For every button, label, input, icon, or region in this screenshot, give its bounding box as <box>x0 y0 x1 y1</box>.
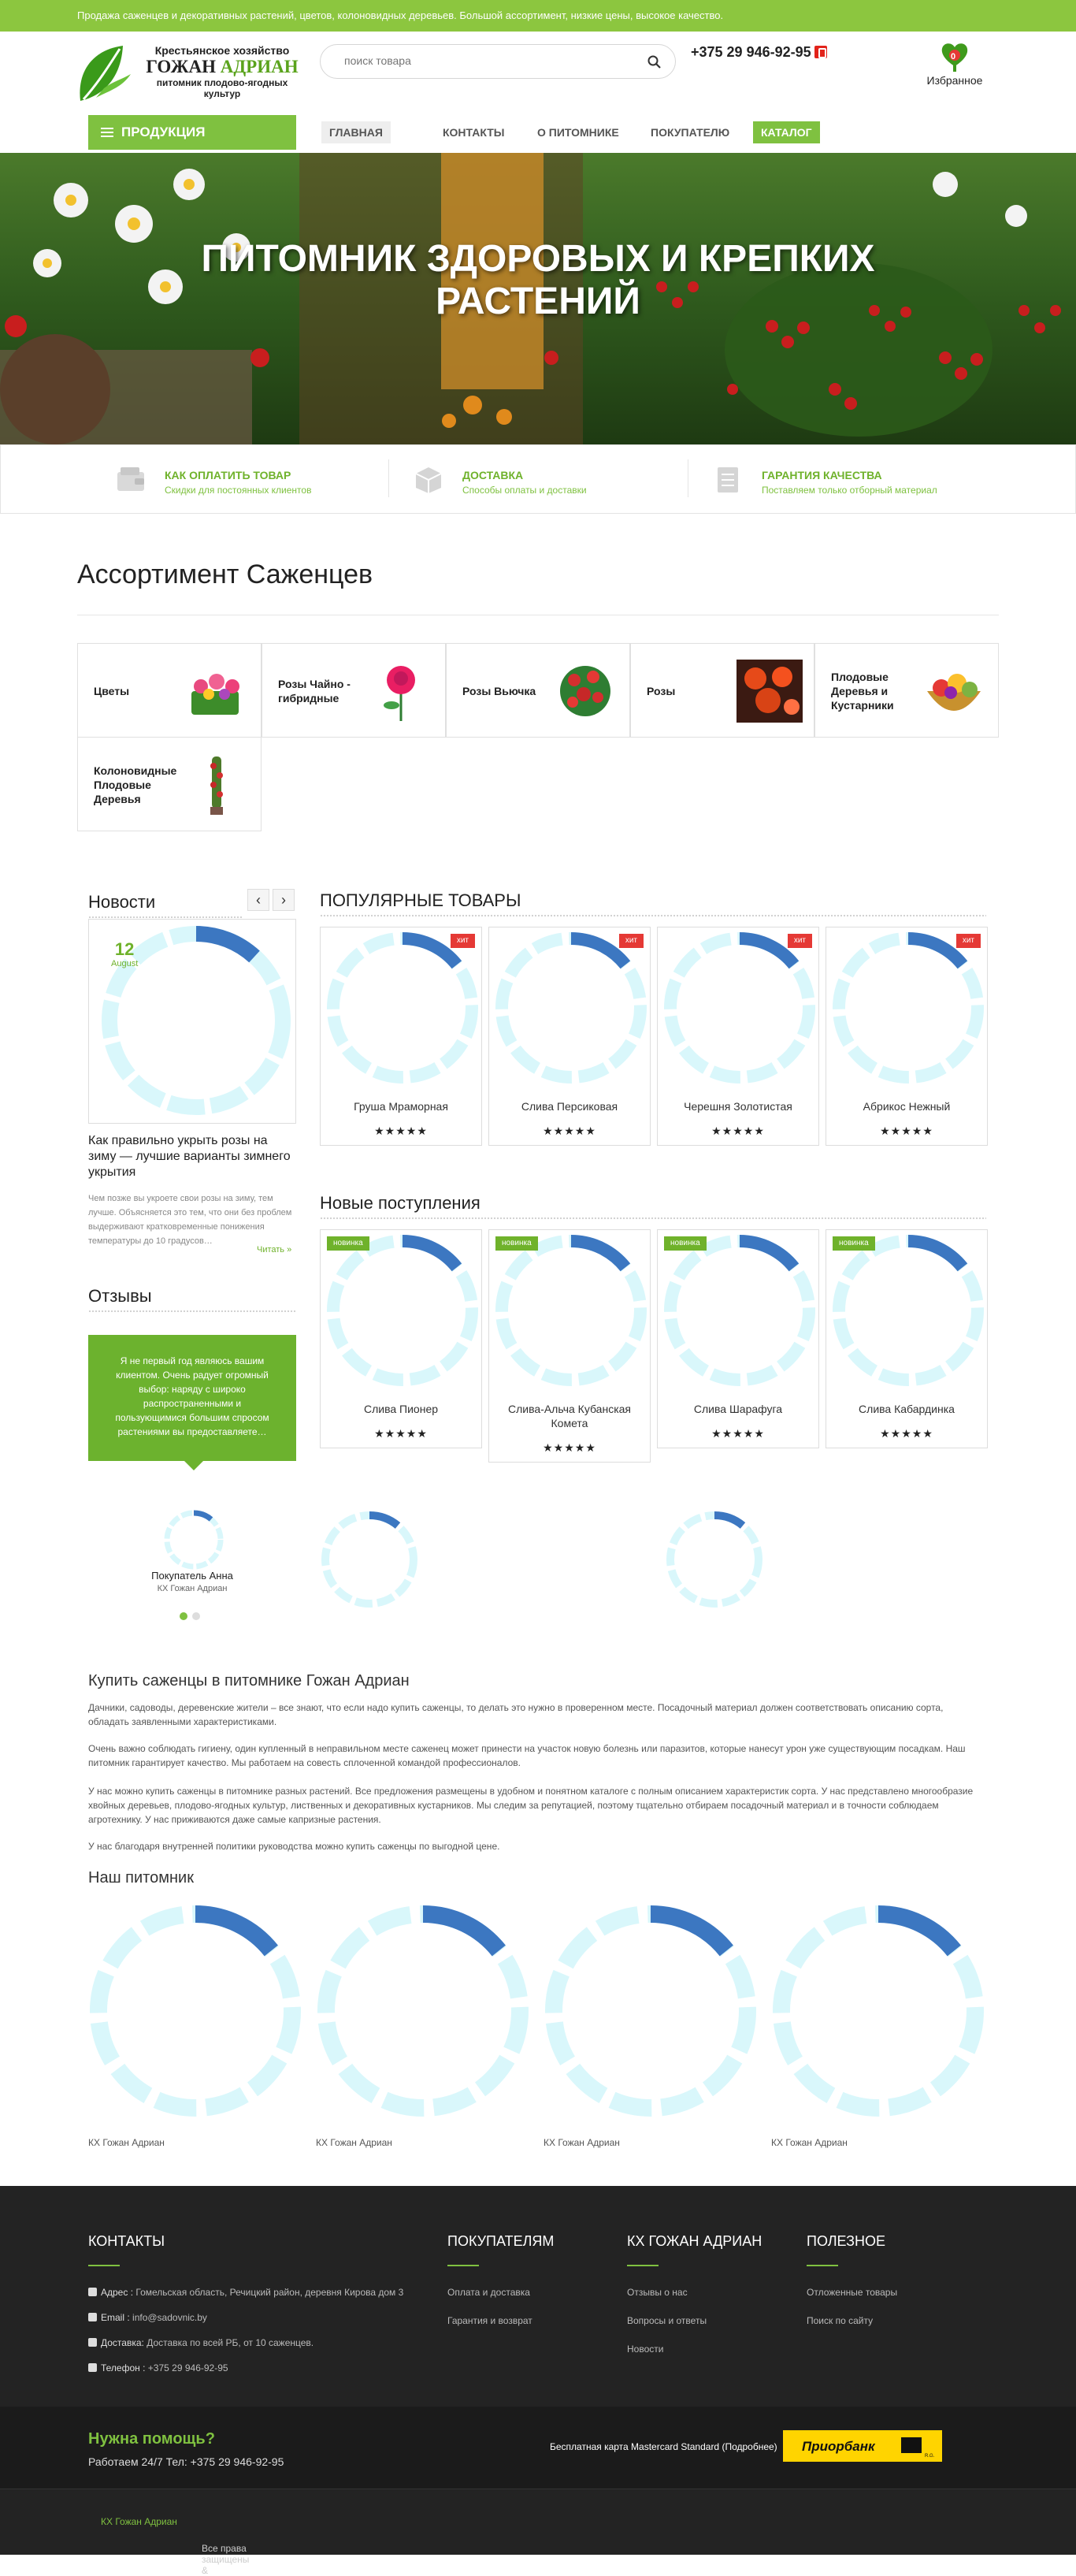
category-card[interactable]: Цветы <box>77 643 262 738</box>
product-name: Слива-Альча Кубанская Комета <box>508 1403 631 1429</box>
about-paragraph: Дачники, садоводы, деревенские жители – все знают, что если надо купить саженцы, то делать это нужно в проверенном месте. Посадочный материал должен соответствовать описанию сорта, обладать заявленными характеристиками. <box>88 1702 944 1727</box>
gallery-item[interactable] <box>544 1898 766 2134</box>
product-badge: новинка <box>833 1236 875 1251</box>
category-card[interactable]: Розы Вьючка <box>446 643 630 738</box>
product-name: Слива Пионер <box>363 1403 439 1415</box>
help-hours: Работаем 24/7 Тел: +375 29 946-92-95 <box>88 2455 284 2468</box>
footer-email[interactable]: Email : info@sadovnic.by <box>88 2312 207 2323</box>
about-paragraph: Очень важно соблюдать гигиену, один купленный в неправильном месте саженец может принести на участок новую болезнь или паразитов, которые нанесут урон уже существующим посадкам. Наш питомник гарантирует качество. Мы работаем на совесть сплоченной командой профессионалов. <box>88 1743 966 1768</box>
rating-stars: ★★★★★ <box>374 1124 428 1137</box>
loading-spinner-icon <box>494 1233 648 1388</box>
review-text: Я не первый год являюсь вашим клиентом. Очень радует огромный выбор: наряду с широко распространенными и пользующимися большим спросом растениями вы предоставляете… <box>88 1335 296 1461</box>
about-section <box>0 1672 1076 1869</box>
site-logo[interactable] <box>76 38 312 107</box>
loading-spinner-icon <box>771 1904 985 2118</box>
rating-stars: ★★★★★ <box>880 1124 933 1137</box>
review-pagination <box>180 1611 205 1623</box>
svg-text:Приорбанк: Приорбанк <box>802 2439 875 2454</box>
favorites-count: 0 <box>951 52 956 61</box>
rose-icon <box>368 660 434 723</box>
search-icon[interactable] <box>647 54 662 70</box>
copyright-bar <box>0 2489 1076 2576</box>
mail-icon <box>88 2313 97 2321</box>
feature-delivery[interactable]: ДОСТАВКА Способы оплаты и доставки <box>414 461 697 499</box>
header-phone[interactable]: +375 29 946-92-95 <box>691 44 827 61</box>
product-badge: хит <box>956 934 981 948</box>
rating-stars: ★★★★★ <box>543 1124 596 1137</box>
product-badge: новинка <box>327 1236 369 1251</box>
card-promo-link[interactable]: Бесплатная карта Mastercard Standard (Подробнее) <box>550 2441 777 2452</box>
loading-spinner-icon <box>316 1904 530 2118</box>
assortment-title: Ассортимент Саженцев <box>77 559 373 589</box>
phone-icon <box>814 46 827 58</box>
popular-heading: ПОПУЛЯРНЫЕ ТОВАРЫ <box>320 890 521 910</box>
loading-spinner-icon <box>662 1233 817 1388</box>
assortment-section <box>0 514 1076 853</box>
footer-link[interactable]: Новости <box>627 2344 664 2355</box>
news-headline[interactable]: Как правильно укрыть розы на зиму — лучшие варианты зимнего укрытия <box>88 1134 291 1179</box>
news-next-button[interactable]: › <box>273 889 295 911</box>
bank-logo[interactable] <box>783 2430 942 2462</box>
category-card[interactable]: Плодовые Деревья и Кустарники <box>814 643 999 738</box>
nav-item-home[interactable]: ГЛАВНАЯ <box>321 121 391 143</box>
loading-spinner-icon <box>663 1508 766 1611</box>
favorites-link[interactable] <box>923 41 986 87</box>
reviews-heading: Отзывы <box>88 1286 152 1306</box>
loading-spinner-icon <box>88 1904 302 2118</box>
nav-item-about[interactable]: О ПИТОМНИКЕ <box>537 126 619 139</box>
product-card[interactable] <box>657 927 819 1146</box>
news-heading: Новости <box>88 892 156 912</box>
help-title: Нужна помощь? <box>88 2430 215 2448</box>
loading-spinner-icon <box>325 1233 480 1388</box>
hamburger-icon <box>101 128 113 137</box>
footer-company-heading: КХ ГОЖАН АДРИАН <box>627 2233 762 2249</box>
search-input[interactable] <box>344 54 628 67</box>
news-card[interactable] <box>88 919 296 1124</box>
footer-buyers-heading: ПОКУПАТЕЛЯМ <box>447 2233 555 2249</box>
footer-link[interactable]: Оплата и доставка <box>447 2287 530 2298</box>
product-badge: хит <box>788 934 812 948</box>
home-icon <box>88 2288 97 2296</box>
wallet-icon <box>116 466 146 494</box>
copyright-text: Все права защищены & КХ Гожан Адриан <box>101 2516 250 2576</box>
news-prev-button[interactable]: ‹ <box>247 889 269 911</box>
site-header <box>0 32 1076 110</box>
heading-underline <box>320 1217 986 1220</box>
loading-spinner-icon <box>831 931 985 1085</box>
category-card[interactable]: Розы <box>630 643 814 738</box>
product-card[interactable] <box>826 927 988 1146</box>
heading-underline <box>88 1310 296 1313</box>
product-card[interactable] <box>320 1229 482 1448</box>
favorites-label: Избранное <box>926 74 983 87</box>
product-badge: новинка <box>664 1236 707 1251</box>
review-company: КХ Гожан Адриан <box>157 1584 228 1593</box>
product-card[interactable] <box>488 927 651 1146</box>
search-box <box>320 44 676 79</box>
about-paragraph: У нас благодаря внутренней политики руководства можно купить саженцы по выгодной цене. <box>88 1841 500 1852</box>
nav-item-catalog[interactable]: КАТАЛОГ <box>753 121 820 143</box>
footer-underline <box>88 2265 120 2266</box>
site-footer <box>0 2186 1076 2407</box>
rating-stars: ★★★★★ <box>880 1427 933 1440</box>
hero-title: ПИТОМНИК ЗДОРОВЫХ И КРЕПКИХ РАСТЕНИЙ <box>201 238 875 322</box>
footer-underline <box>807 2265 838 2266</box>
category-card[interactable]: Розы Чайно - гибридные <box>262 643 446 738</box>
category-card[interactable]: Колоновидные Плодовые Деревья <box>77 737 262 831</box>
product-name: Слива Шарафуга <box>693 1403 783 1415</box>
feature-guarantee[interactable]: ГАРАНТИЯ КАЧЕСТВА Поставляем только отборный материал <box>713 461 996 499</box>
footer-phone[interactable]: Телефон : +375 29 946-92-95 <box>88 2362 228 2373</box>
priorbank-logo-icon <box>783 2430 942 2462</box>
products-menu-button[interactable]: ПРОДУКЦИЯ <box>88 115 296 150</box>
hero-banner <box>0 153 1076 444</box>
product-name: Слива Персиковая <box>521 1100 618 1113</box>
product-card[interactable] <box>488 1229 651 1463</box>
phone-icon <box>88 2363 97 2372</box>
logo-subtitle-2: культур <box>203 88 241 99</box>
announcement-text: Продажа саженцев и декоративных растений, цветов, колоновидных деревьев. Большой ассортимент, низкие цены, высокое качество. <box>77 9 724 21</box>
about-paragraph: У нас можно купить саженцы в питомнике разных растений. Все предложения размещены в удобном и понятном каталоге с полным описанием характеристик сорта. У нас представлено многообразие хвойных деревьев, плодово-ягодных культур, лиственных и декоративных кустарников. Мы следим за репутацией, поэтому тщательно отбираем посадочный материал и в точности соблюдаем агротехнику. У нас приживаются даже самые капризные растения. <box>88 1786 974 1825</box>
product-name: Абрикос Нежный <box>863 1100 951 1113</box>
nav-item-buyer[interactable]: ПОКУПАТЕЛЮ <box>651 126 730 139</box>
news-arrows <box>244 889 295 911</box>
footer-link[interactable]: Вопросы и ответы <box>627 2315 707 2326</box>
logo-tagline: Крестьянское хозяйство <box>154 44 290 57</box>
footer-link[interactable]: Отложенные товары <box>807 2287 898 2298</box>
read-more-link[interactable]: Читать » <box>257 1245 292 1255</box>
pagination-dot[interactable] <box>180 1612 187 1620</box>
footer-delivery: Доставка: Доставка по всей РБ, от 10 саженцев. <box>88 2337 314 2348</box>
copyright-link[interactable]: КХ Гожан Адриан <box>101 2516 177 2527</box>
box-icon <box>414 466 443 494</box>
logo-name: ГОЖАН АДРИАН <box>146 57 299 76</box>
heart-icon <box>937 41 972 72</box>
product-name: Черешня Золотистая <box>684 1100 792 1113</box>
rating-stars: ★★★★★ <box>711 1427 765 1440</box>
feature-payment[interactable]: КАК ОПЛАТИТЬ ТОВАР Скидки для постоянных клиентов <box>116 461 399 499</box>
new-arrivals-heading: Новые поступления <box>320 1193 480 1213</box>
footer-link[interactable]: Гарантия и возврат <box>447 2315 532 2326</box>
product-name: Груша Мраморная <box>354 1100 448 1113</box>
footer-link[interactable]: Поиск по сайту <box>807 2315 874 2326</box>
rating-stars: ★★★★★ <box>543 1441 596 1454</box>
rating-stars: ★★★★★ <box>711 1124 765 1137</box>
leaf-logo-icon <box>76 43 134 104</box>
heading-underline <box>320 914 986 917</box>
document-icon <box>713 466 743 494</box>
nursery-title: Наш питомник <box>88 1869 194 1886</box>
nursery-gallery <box>0 1869 1076 2186</box>
nav-item-contacts[interactable]: КОНТАКТЫ <box>443 126 505 139</box>
news-excerpt: Чем позже вы укроете свои розы на зиму, тем лучше. Объясняется это тем, что они без проблем выдерживают кратковременные понижения температуры до 10 градусов… <box>88 1194 292 1246</box>
main-nav <box>0 110 1076 153</box>
footer-underline <box>627 2265 659 2266</box>
product-badge: новинка <box>495 1236 538 1251</box>
columnar-tree-icon <box>184 753 250 816</box>
gallery-item[interactable] <box>771 1898 993 2134</box>
product-card[interactable] <box>320 927 482 1146</box>
top-announcement-bar <box>0 0 1076 32</box>
loading-spinner-icon <box>318 1508 421 1611</box>
loading-spinner-icon <box>831 1233 985 1388</box>
gallery-caption: КХ Гожан Адриан <box>88 2137 165 2148</box>
loading-spinner-icon <box>494 931 648 1085</box>
loading-spinner-icon <box>544 1904 758 2118</box>
gallery-caption: КХ Гожан Адриан <box>771 2137 848 2148</box>
footer-contacts-heading: КОНТАКТЫ <box>88 2233 165 2249</box>
loading-spinner-icon <box>325 931 480 1085</box>
rating-stars: ★★★★★ <box>374 1427 428 1440</box>
gallery-item[interactable] <box>316 1898 538 2134</box>
roses-icon <box>737 660 803 723</box>
svg-text:R.G.: R.G. <box>925 2454 935 2459</box>
gallery-caption: КХ Гожан Адриан <box>316 2137 392 2148</box>
truck-icon <box>88 2338 97 2347</box>
footer-useful-heading: ПОЛЕЗНОЕ <box>807 2233 886 2249</box>
product-badge: хит <box>451 934 475 948</box>
loading-spinner-icon <box>662 931 817 1085</box>
feature-divider <box>388 459 389 497</box>
about-title: Купить саженцы в питомнике Гожан Адриан <box>88 1672 410 1689</box>
news-date: 12 August <box>111 939 139 968</box>
gallery-item[interactable] <box>88 1898 310 2134</box>
fruit-basket-icon <box>921 660 987 723</box>
footer-underline <box>447 2265 479 2266</box>
review-author: Покупатель Анна <box>151 1570 233 1582</box>
pagination-dot[interactable] <box>192 1612 200 1620</box>
logo-subtitle: питомник плодово-ягодных <box>156 77 288 88</box>
loading-spinner-icon <box>162 1508 225 1571</box>
gallery-caption: КХ Гожан Адриан <box>544 2137 620 2148</box>
product-badge: хит <box>619 934 644 948</box>
footer-link[interactable]: Отзывы о нас <box>627 2287 688 2298</box>
flowers-icon <box>184 660 250 723</box>
features-strip <box>0 444 1076 514</box>
product-card[interactable] <box>826 1229 988 1448</box>
help-bar <box>0 2407 1076 2489</box>
product-card[interactable] <box>657 1229 819 1448</box>
product-name: Слива Кабардинка <box>859 1403 955 1415</box>
climbing-rose-icon <box>552 660 618 723</box>
footer-address: Адрес : Гомельская область, Речицкий район, деревня Кирова дом 3 <box>88 2287 403 2298</box>
main-content <box>0 853 1076 1672</box>
